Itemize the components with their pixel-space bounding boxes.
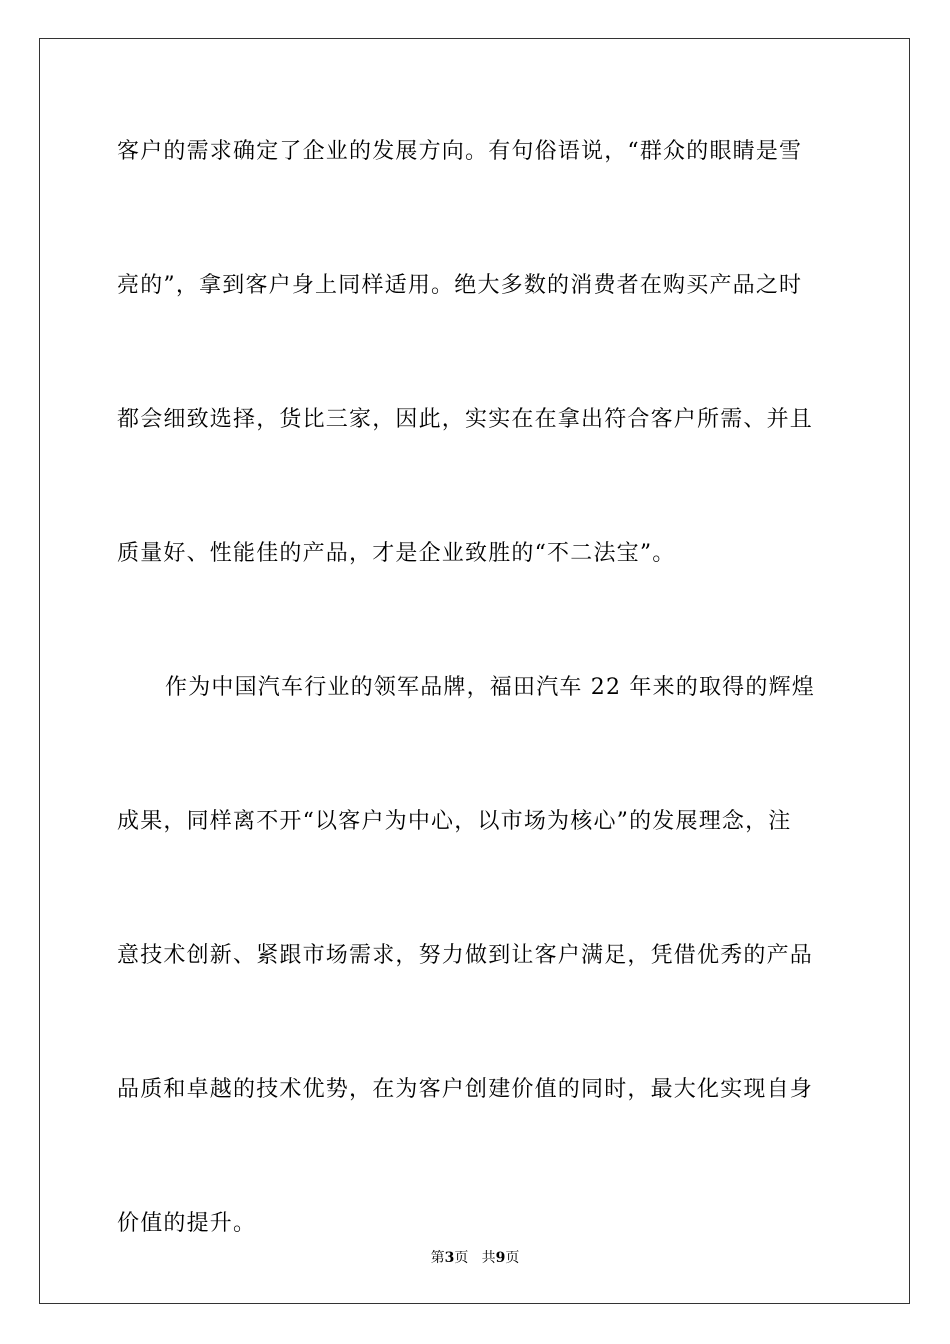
page-footer (0, 1248, 950, 1268)
paragraph-2-line-3: 意技术创新、紧跟市场需求，努力做到让客户满足，凭借优秀的产品 (117, 943, 814, 968)
total-prefix: 共 (481, 1250, 496, 1266)
paragraph-1-line-2: 亮的”，拿到客户身上同样适用。绝大多数的消费者在购买产品之时 (117, 273, 803, 298)
page-prefix: 第 (430, 1250, 445, 1266)
page-number: 3 (444, 1250, 455, 1266)
total-pages: 9 (495, 1250, 506, 1266)
paragraph-1-line-3: 都会细致选择，货比三家，因此，实实在在拿出符合客户所需、并且 (117, 407, 814, 432)
paragraph-1-line-1: 客户的需求确定了企业的发展方向。有句俗语说，“群众的眼睛是雪 (117, 139, 803, 164)
page-suffix: 页 (454, 1250, 469, 1266)
paragraph-1-line-4: 质量好、性能佳的产品，才是企业致胜的“不二法宝”。 (117, 541, 676, 566)
paragraph-2-line-4: 品质和卓越的技术优势，在为客户创建价值的同时，最大化实现自身 (117, 1077, 814, 1102)
paragraph-2-line-2: 成果，同样离不开“以客户为中心，以市场为核心”的发展理念，注 (117, 809, 792, 834)
total-suffix: 页 (505, 1250, 520, 1266)
document-body (117, 132, 833, 1338)
paragraph-2-line-1: 作为中国汽车行业的领军品牌，福田汽车 22 年来的取得的辉煌 (165, 675, 815, 700)
paragraph-2-line-5: 价值的提升。 (117, 1211, 257, 1236)
